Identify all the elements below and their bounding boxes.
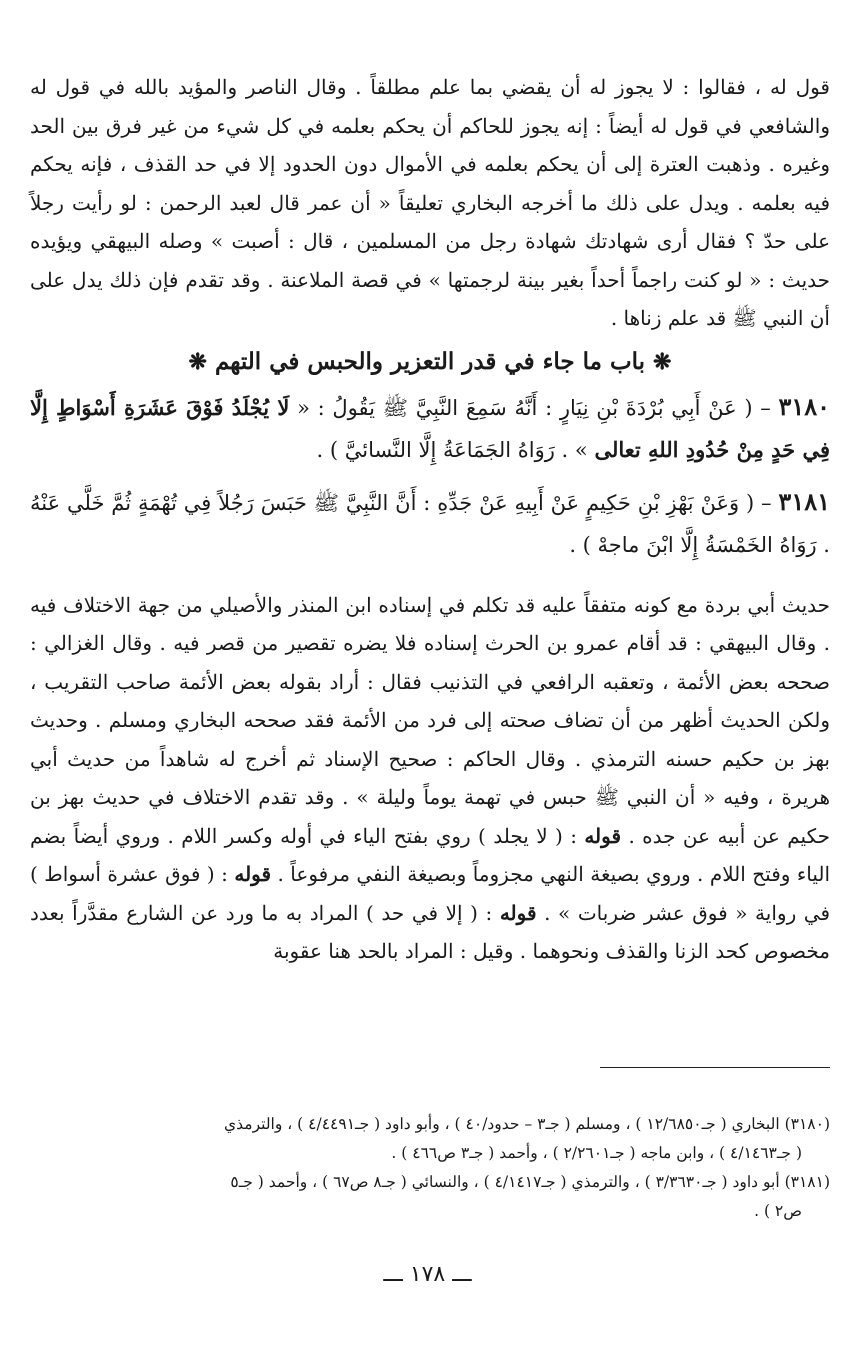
hadith-closing: » . رَوَاهُ الجَمَاعَةُ إِلَّا النَّسائيَّ ) . [316, 437, 588, 462]
page-number: ـــ ١٧٨ ـــ [383, 1262, 472, 1287]
hadith-text: – ( وَعَنْ بَهْزِ بْنِ حَكِيمٍ عَنْ أَبِيهِ عَنْ جَدِّهِ : أَنَّ النَّبِيَّ ﷺ حَبَسَ رَجُلاً فِي تُهْمَةٍ ثُمَّ خَلَّي عَنْهُ . رَوَاهُ الخَمْسَةُ إِلَّا ابْنَ ماجهْ ) . [30, 490, 830, 557]
commentary-part: حديث أبي بردة مع كونه متفقاً عليه قد تكلم في إسناده ابن المنذر والأصيلي من جهة الاختلاف فيه . وقال البيهقي : قد أقام عمرو بن الحرث إسناده فلا يضره تقصير من قصر فيه . وقال الغزالي : صححه بعض الأئمة ، وتعقبه الرافعي في التذنيب فقال : أراد بقوله بعض الأئمة صاحب التقريب ، ولكن الحديث أظهر من أن تضاف صحته إلى فرد من الأئمة فقد صححه البخاري ومسلم . وحديث بهز بن حكيم حسنه الترمذي . وقال الحاكم : صحيح الإسناد ثم أخرج له شاهداً من حديث أبي هريرة ، وفيه « أن النبي ﷺ حبس في تهمة يوماً وليلة » . وقد تقدم الاختلاف في حديث بهز بن حكيم عن أبيه عن جده . [30, 592, 831, 848]
footnote-3181 [30, 1168, 830, 1197]
footnote-line: (٣١٨١) أبو داود ( جـ٣/٣٦٣٠ ) ، والترمذي ( جـ٤/١٤١٧ ) ، والنسائي ( جـ٨ ص٦٧ ) ، وأحمد ( جـ٥ [230, 1173, 830, 1191]
hadith-opening: – ( عَنْ أَبِي بُرْدَةَ بْنِ نِيَارٍ : أَنَّهُ سَمِعَ النَّبِيَّ ﷺ يَقُولُ : « [297, 395, 771, 420]
intro-paragraph: قول له ، فقالوا : لا يجوز له أن يقضي بما علم مطلقاً . وقال الناصر والمؤيد بالله في قول له والشافعي في قول له أيضاً : إنه يجوز للحاكم أن يحكم بعلمه في كل شيء من غير فرق بين الحد وغيره . وذهبت العترة إلى أن يحكم بعلمه في الأموال دون الحدود إلا في حد القذف ، فإنه يحكم فيه بعلمه . ويدل على ذلك ما أخرجه البخاري تعليقاً « أن عمر قال لعبد الرحمن : لو رأيت رجلاً على حدّ ؟ فقال أرى شهادتك شهادة رجل من المسلمين ، قال : أصبت » وصله البيهقي ويؤيده حديث : « لو كنت راجماً أحداً بغير بينة لرجمتها » في قصة الملاعنة . وقد تقدم فإن ذلك يدل على أن النبي ﷺ قد علم زناها . [30, 75, 830, 330]
footnote-line: ( جـ٤/١٤٦٣ ) ، وابن ماجه ( جـ٢/٢٦٠١ ) ، وأحمد ( جـ٣ ص٤٦٦ ) . [391, 1144, 802, 1162]
hadith-3180 [30, 386, 830, 471]
section-heading-row [30, 342, 830, 382]
footnote-3180-continued [30, 1139, 830, 1168]
footnote-divider [600, 1067, 830, 1068]
ornament-star-icon: ❋ [188, 348, 207, 375]
hadith-3181 [30, 481, 830, 566]
ornament-star-icon: ❋ [653, 348, 672, 375]
page-body [30, 68, 830, 971]
footnote-line: ص٢ ) . [754, 1202, 802, 1220]
commentary-part: : ( لا يجلد ) روي بفتح الياء في أوله وكسر اللام . وروي أيضاً بضم الياء وفتح اللام . وروي بصيغة النهي مجزوماً وبصيغة النفي مرفوعاً . [30, 823, 831, 886]
section-heading: باب ما جاء في قدر التعزير والحبس في التهم [214, 347, 646, 375]
qawluh-label: قوله [584, 823, 622, 848]
commentary-part: : ( إلا في حد ) المراد به ما ورد عن الشارع مقدَّراً بعدد مخصوص كحد الزنا والقذف ونحوهما . وقيل : المراد بالحد هنا عقوبة [30, 900, 830, 963]
footnote-3181-continued [30, 1197, 830, 1226]
footnote-line: (٣١٨٠) البخاري ( جـ١٢/٦٨٥٠ ) ، ومسلم ( جـ٣ – حدود/٤٠ ) ، وأبو داود ( جـ٤/٤٤٩١ ) ، والترمذي [224, 1115, 830, 1133]
qawluh-label: قوله [234, 862, 272, 886]
footnote-3180 [30, 1110, 830, 1139]
hadith-number: ٣١٨١ [778, 486, 830, 516]
commentary-part: : ( فوق عشرة أسواط ) في رواية « فوق عشر ضربات » . [30, 862, 831, 925]
qawluh-label: قوله [499, 900, 537, 925]
commentary-paragraph [30, 586, 830, 971]
hadith-quote: لَا يُجْلَدُ فَوْقَ عَشَرَةِ أَسْوَاطٍ إِلَّا فِي حَدٍ مِنْ حُدُودِ اللهِ تعالى [30, 394, 830, 462]
footnotes [30, 1110, 830, 1226]
hadith-number: ٣١٨٠ [778, 391, 830, 421]
